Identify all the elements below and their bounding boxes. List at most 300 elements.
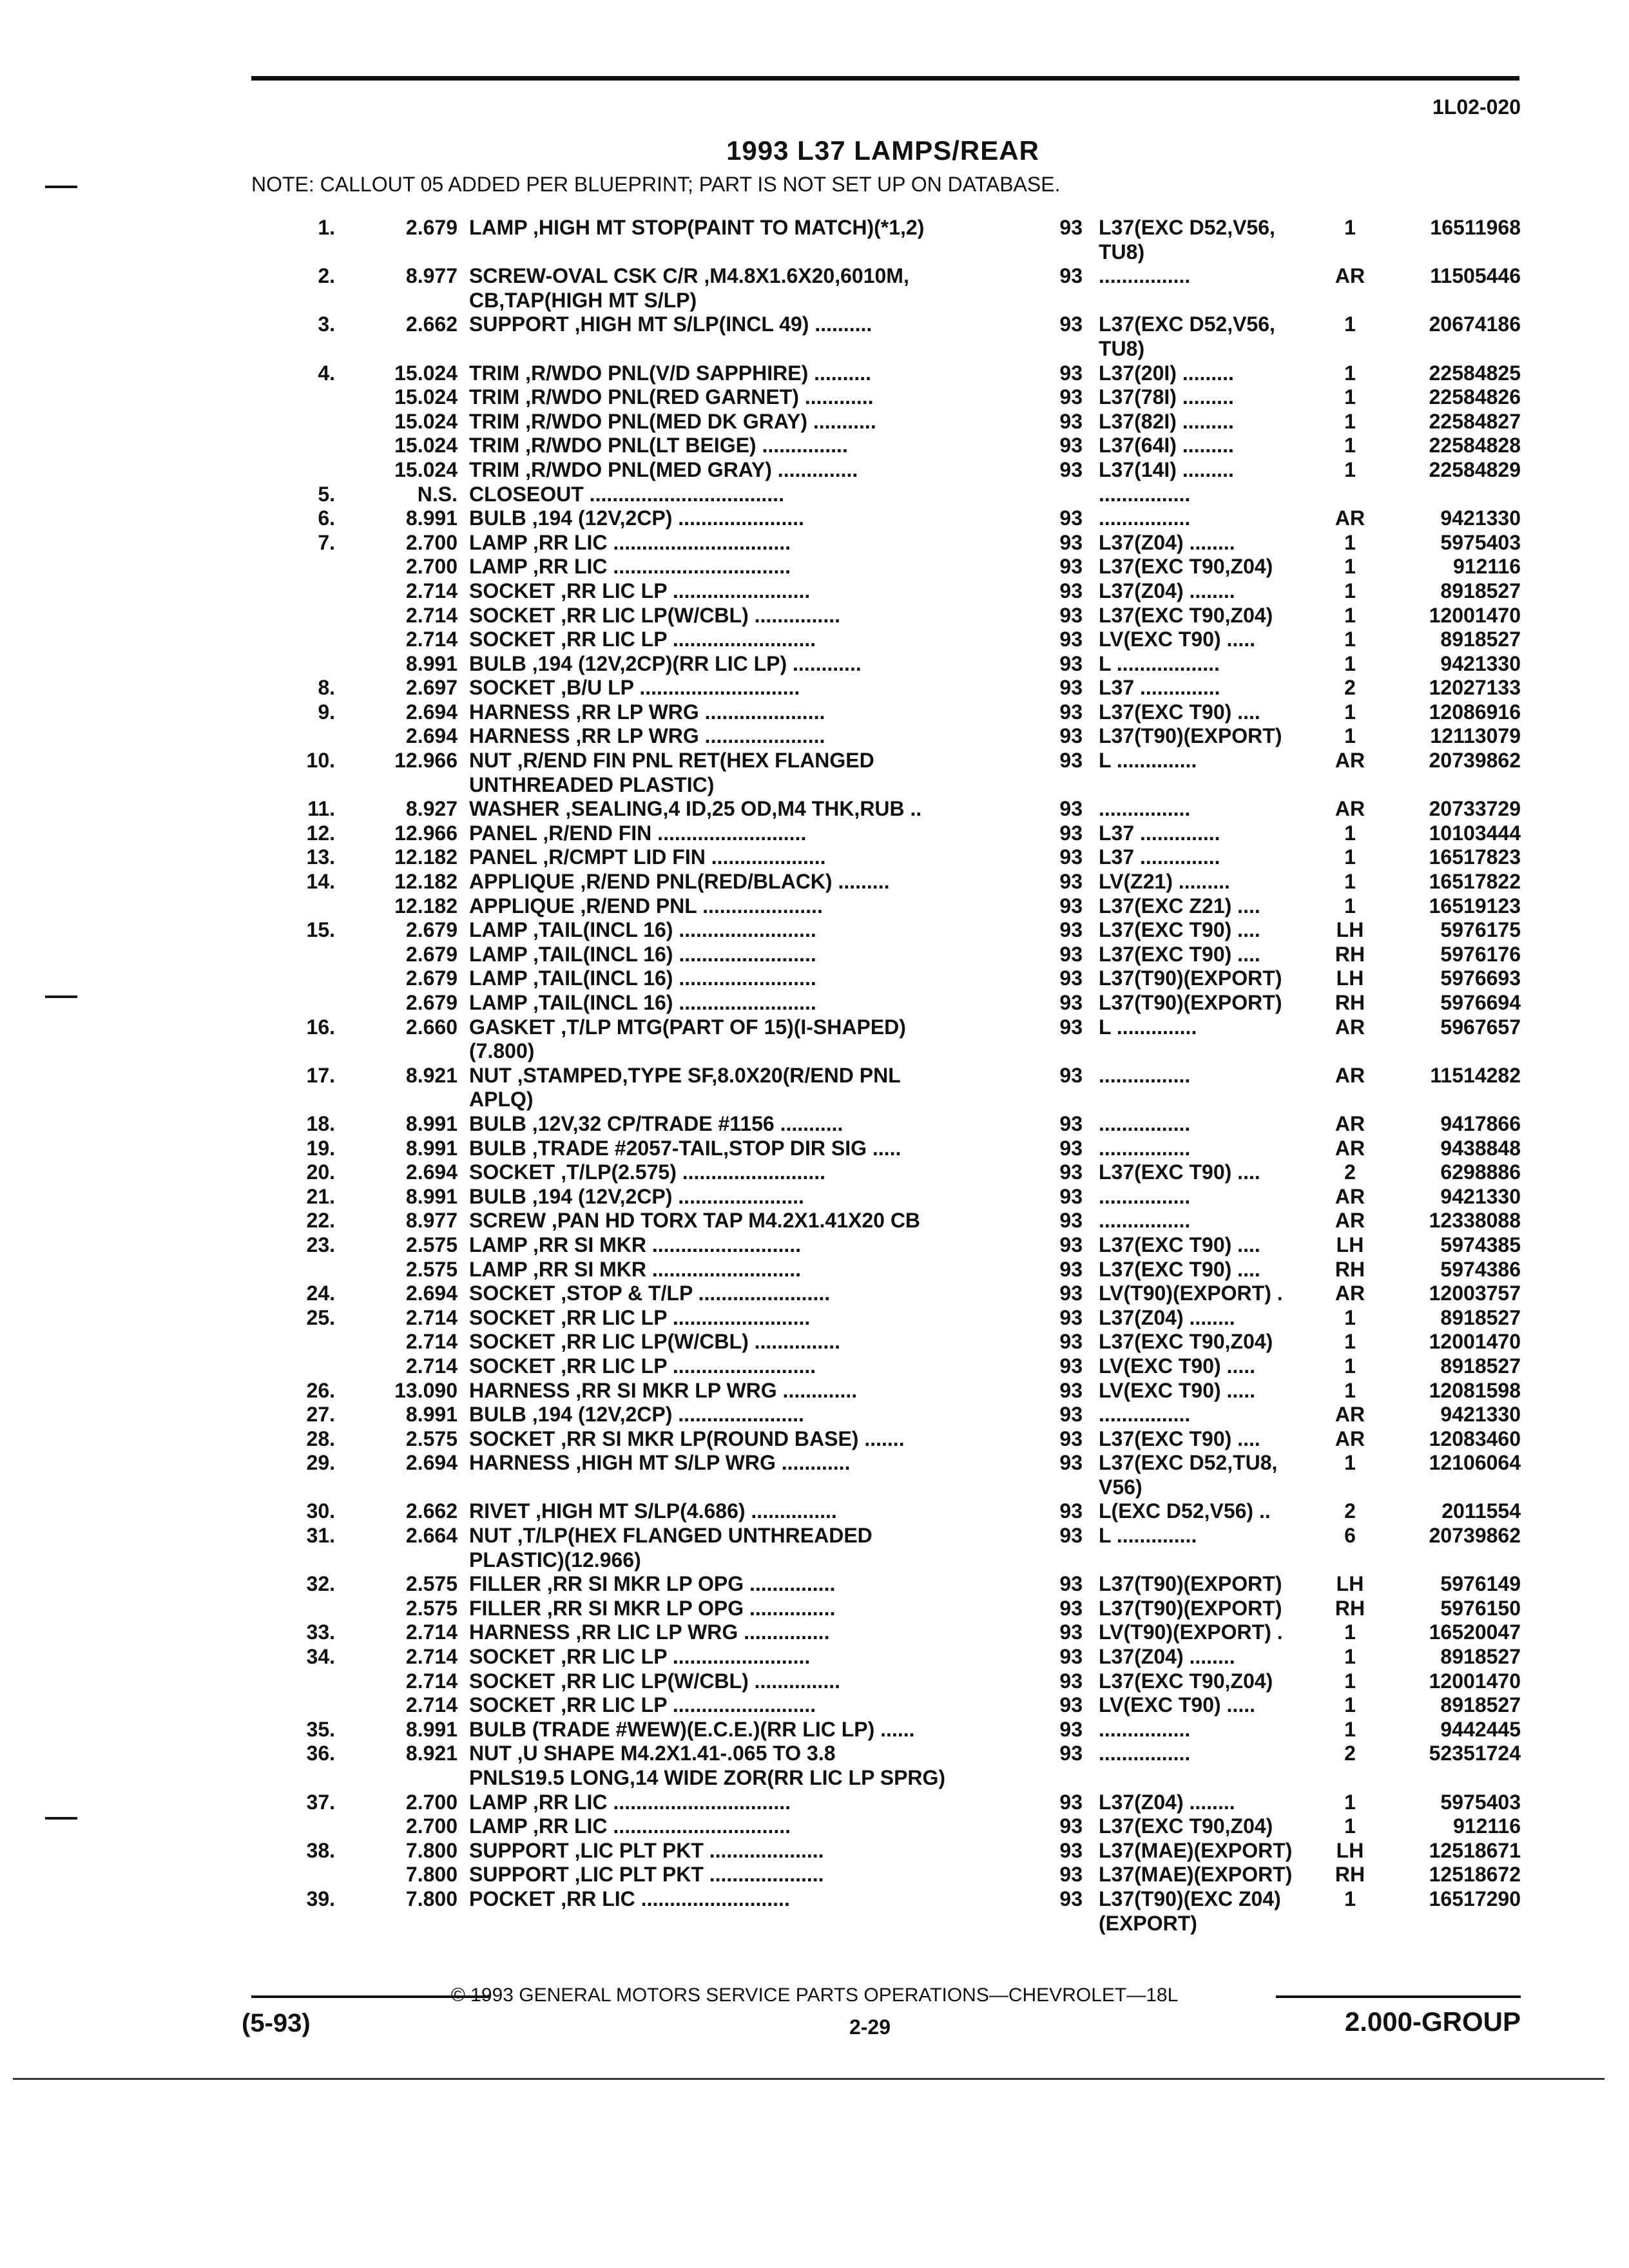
table-row	[0, 628, 1629, 652]
callout-number: 36.	[306, 1742, 335, 1765]
part-description: SOCKET ,RR LIC LP .........................	[469, 628, 816, 651]
part-number: 11505446	[1430, 264, 1521, 288]
model-year: 93	[1059, 1111, 1083, 1135]
application-code: L37(EXC D52,V56,	[1099, 312, 1275, 336]
table-row	[0, 216, 1629, 240]
part-number: 22584828	[1429, 434, 1521, 457]
callout-number: 29.	[306, 1451, 335, 1475]
quantity: AR	[1335, 1015, 1365, 1039]
quantity: 1	[1344, 628, 1356, 651]
quantity: LH	[1336, 1233, 1364, 1256]
part-number: 12001470	[1429, 1669, 1521, 1693]
part-description: PANEL ,R/END FIN ..........................	[469, 821, 807, 845]
model-year: 93	[1059, 1063, 1083, 1087]
application-code: LV(EXC T90) .....	[1099, 628, 1255, 651]
part-description: PANEL ,R/CMPT LID FIN ....................	[469, 845, 826, 869]
illustration-number: 8.977	[405, 1209, 458, 1233]
part-description: LAMP ,TAIL(INCL 16) ........................	[469, 966, 816, 990]
application-code: L ..............	[1099, 1015, 1197, 1039]
part-description: FILLER ,RR SI MKR LP OPG ...............	[469, 1596, 836, 1620]
part-description: APLQ)	[469, 1088, 534, 1111]
model-year: 93	[1059, 676, 1083, 700]
callout-number: 22.	[306, 1209, 335, 1233]
quantity: AR	[1335, 264, 1365, 288]
model-year: 93	[1059, 264, 1083, 288]
quantity: AR	[1335, 749, 1365, 773]
application-code: L37(EXC D52,TU8,	[1099, 1451, 1278, 1475]
illustration-number: 2.694	[405, 700, 458, 724]
illustration-number: 2.714	[405, 1354, 458, 1378]
table-row	[0, 1887, 1629, 1912]
illustration-number: 2.694	[405, 1160, 458, 1184]
illustration-number: 2.664	[405, 1524, 458, 1548]
part-description: FILLER ,RR SI MKR LP OPG ...............	[469, 1572, 836, 1596]
table-row	[0, 1499, 1629, 1524]
model-year: 93	[1059, 603, 1083, 627]
illustration-number: 12.182	[394, 845, 458, 869]
callout-number: 8.	[318, 676, 335, 700]
callout-number: 11.	[307, 797, 335, 821]
binder-mark	[45, 186, 77, 188]
quantity: 6	[1344, 1524, 1356, 1548]
table-row	[0, 531, 1629, 555]
table-row	[0, 1475, 1629, 1500]
part-number: 12083460	[1429, 1427, 1521, 1450]
table-row	[0, 1669, 1629, 1694]
model-year: 93	[1059, 628, 1083, 651]
table-row	[0, 1766, 1629, 1791]
quantity: RH	[1335, 1863, 1365, 1887]
quantity: 1	[1344, 216, 1356, 239]
part-number: 8918527	[1440, 1645, 1521, 1669]
illustration-number: 2.714	[405, 628, 458, 651]
part-description: SOCKET ,RR LIC LP(W/CBL) ...............	[469, 1330, 840, 1354]
part-number: 5976149	[1440, 1572, 1521, 1596]
part-number: 16520047	[1429, 1620, 1521, 1644]
table-row	[0, 991, 1629, 1015]
illustration-number: 2.679	[405, 918, 458, 942]
table-row	[0, 1306, 1629, 1331]
model-year: 93	[1059, 1572, 1083, 1596]
table-row	[0, 652, 1629, 677]
part-number: 912116	[1452, 555, 1521, 579]
quantity: 1	[1344, 724, 1356, 748]
quantity: RH	[1335, 991, 1365, 1014]
table-row	[0, 1427, 1629, 1452]
callout-number: 16.	[306, 1015, 335, 1039]
illustration-number: 8.991	[405, 1111, 458, 1135]
part-number: 22584829	[1429, 457, 1521, 481]
application-code: L37(Z04) ........	[1099, 1790, 1235, 1814]
application-code: L37(64I) .........	[1099, 434, 1234, 457]
illustration-number: 2.700	[405, 530, 458, 554]
illustration-number: 15.024	[394, 385, 458, 409]
callout-number: 27.	[306, 1403, 335, 1427]
table-row	[0, 1209, 1629, 1233]
model-year: 93	[1059, 1451, 1083, 1475]
table-row	[0, 1233, 1629, 1258]
footer-rule-right	[1276, 1995, 1521, 1998]
illustration-number: 15.024	[394, 434, 458, 457]
callout-number: 23.	[306, 1233, 335, 1256]
part-description: SUPPORT ,HIGH MT S/LP(INCL 49) ..........	[469, 312, 872, 336]
model-year: 93	[1059, 651, 1083, 675]
part-number: 9421330	[1440, 1403, 1521, 1427]
part-description: BULB ,194 (12V,2CP) ......................	[469, 1403, 804, 1427]
part-description: BULB ,194 (12V,2CP) ......................	[469, 506, 804, 530]
illustration-number: 8.927	[405, 797, 458, 821]
illustration-number: 8.991	[405, 1184, 458, 1208]
table-row	[0, 1620, 1629, 1645]
footer-copyright: © 1993 GENERAL MOTORS SERVICE PARTS OPERATIONS—CHEVROLET—18L	[450, 1984, 1179, 2006]
quantity: 1	[1344, 555, 1356, 579]
part-number: 12027133	[1429, 676, 1521, 700]
quantity: 1	[1344, 1887, 1356, 1910]
table-row	[0, 1015, 1629, 1040]
part-description: HARNESS ,RR LIC LP WRG ...............	[469, 1620, 830, 1644]
model-year: 93	[1059, 1645, 1083, 1669]
model-year: 93	[1059, 1233, 1083, 1256]
table-row	[0, 385, 1629, 410]
illustration-number: 8.991	[405, 506, 458, 530]
part-number: 9421330	[1440, 506, 1521, 530]
table-row	[0, 337, 1629, 361]
illustration-number: 7.800	[405, 1887, 458, 1910]
application-code: ................	[1099, 797, 1191, 821]
part-description: LAMP ,TAIL(INCL 16) ........................	[469, 942, 816, 966]
application-code: L ..............	[1099, 749, 1197, 773]
quantity: 1	[1344, 1814, 1356, 1838]
table-row	[0, 918, 1629, 943]
model-year: 93	[1059, 1427, 1083, 1450]
application-code: ................	[1099, 482, 1191, 506]
quantity: 2	[1344, 676, 1356, 700]
application-code: L(EXC D52,V56) ..	[1099, 1499, 1271, 1523]
table-row	[0, 289, 1629, 313]
table-row	[0, 1160, 1629, 1185]
part-number: 5975403	[1440, 1790, 1521, 1814]
illustration-number: 2.694	[405, 1282, 458, 1305]
callout-number: 39.	[306, 1887, 335, 1910]
table-row	[0, 724, 1629, 749]
application-code: TU8)	[1099, 336, 1145, 360]
application-code: L37 ..............	[1099, 845, 1220, 869]
model-year: 93	[1059, 1015, 1083, 1039]
part-description: APPLIQUE ,R/END PNL .....................	[469, 894, 823, 918]
part-description: SOCKET ,RR LIC LP ........................	[469, 1305, 811, 1329]
quantity: 1	[1344, 1354, 1356, 1378]
table-row	[0, 1354, 1629, 1379]
application-code: L37(EXC Z21) ....	[1099, 894, 1260, 918]
application-code: ................	[1099, 1063, 1191, 1087]
table-row	[0, 1572, 1629, 1597]
callout-number: 34.	[306, 1645, 335, 1669]
illustration-number: 2.714	[405, 1620, 458, 1644]
part-description: BULB ,12V,32 CP/TRADE #1156 ...........	[469, 1111, 843, 1135]
illustration-number: 12.182	[394, 870, 458, 894]
part-description: TRIM ,R/WDO PNL(LT BEIGE) ...............	[469, 434, 848, 457]
application-code: L37(EXC T90) ....	[1099, 700, 1260, 724]
illustration-number: 2.575	[405, 1427, 458, 1450]
part-number: 12106064	[1429, 1451, 1521, 1475]
part-number: 22584825	[1429, 361, 1521, 385]
part-number: 16517823	[1429, 845, 1521, 869]
application-code: L37(T90)(EXPORT)	[1099, 966, 1282, 990]
table-row	[0, 1548, 1629, 1573]
part-number: 5976694	[1440, 991, 1521, 1014]
application-code: L37(EXC T90) ....	[1099, 942, 1260, 966]
model-year: 93	[1059, 1620, 1083, 1644]
model-year: 93	[1059, 1742, 1083, 1765]
callout-number: 35.	[306, 1717, 335, 1741]
quantity: 1	[1344, 1693, 1356, 1717]
application-code: ................	[1099, 506, 1191, 530]
part-number: 5974386	[1440, 1257, 1521, 1281]
application-code: (EXPORT)	[1099, 1911, 1197, 1935]
illustration-number: 2.714	[405, 603, 458, 627]
application-code: L37(82I) .........	[1099, 409, 1234, 433]
quantity: 1	[1344, 1378, 1356, 1402]
model-year: 93	[1059, 1136, 1083, 1160]
application-code: L37(EXC T90) ....	[1099, 1257, 1260, 1281]
part-description: POCKET ,RR LIC ..........................	[469, 1887, 790, 1910]
table-row	[0, 894, 1629, 919]
application-code: L37(MAE)(EXPORT)	[1099, 1838, 1293, 1862]
part-number: 5976176	[1440, 942, 1521, 966]
application-code: V56)	[1099, 1475, 1142, 1499]
part-number: 9417866	[1440, 1111, 1521, 1135]
application-code: ................	[1099, 1403, 1191, 1427]
model-year: 93	[1059, 1524, 1083, 1548]
quantity: 2	[1344, 1742, 1356, 1765]
part-number: 5974385	[1440, 1233, 1521, 1256]
quantity: RH	[1335, 1257, 1365, 1281]
part-number: 52351724	[1429, 1742, 1521, 1765]
part-number: 20674186	[1429, 312, 1521, 336]
illustration-number: 2.694	[405, 724, 458, 748]
quantity: 1	[1344, 700, 1356, 724]
part-description: BULB ,194 (12V,2CP)(RR LIC LP) ............	[469, 651, 862, 675]
table-row	[0, 1597, 1629, 1621]
application-code: ................	[1099, 1184, 1191, 1208]
model-year: 93	[1059, 1160, 1083, 1184]
illustration-number: 8.991	[405, 651, 458, 675]
model-year: 93	[1059, 579, 1083, 602]
application-code: L37(MAE)(EXPORT)	[1099, 1863, 1293, 1887]
quantity: 1	[1344, 870, 1356, 894]
part-description: SCREW-OVAL CSK C/R ,M4.8X1.6X20,6010M,	[469, 264, 909, 288]
model-year: 93	[1059, 506, 1083, 530]
illustration-number: 8.977	[405, 264, 458, 288]
parts-table	[0, 216, 1629, 1936]
table-row	[0, 506, 1629, 531]
callout-number: 19.	[306, 1136, 335, 1160]
part-number: 6298886	[1440, 1160, 1521, 1184]
model-year: 93	[1059, 1717, 1083, 1741]
model-year: 93	[1059, 1814, 1083, 1838]
part-description: PLASTIC)(12.966)	[469, 1548, 641, 1571]
illustration-number: 13.090	[394, 1378, 458, 1402]
callout-number: 10.	[306, 749, 335, 773]
footer-group: 2.000-GROUP	[1344, 2006, 1521, 2037]
part-description: CLOSEOUT ..................................	[469, 482, 784, 506]
part-number: 9421330	[1440, 651, 1521, 675]
application-code: L37(Z04) ........	[1099, 579, 1235, 602]
part-number: 5975403	[1440, 530, 1521, 554]
callout-number: 15.	[306, 918, 335, 942]
application-code: L37(EXC T90,Z04)	[1099, 1814, 1273, 1838]
part-description: SOCKET ,STOP & T/LP .......................	[469, 1282, 831, 1305]
part-description: HARNESS ,HIGH MT S/LP WRG ............	[469, 1451, 851, 1475]
part-number: 5967657	[1440, 1015, 1521, 1039]
part-number: 8918527	[1440, 1354, 1521, 1378]
model-year: 93	[1059, 1838, 1083, 1862]
table-row	[0, 312, 1629, 337]
illustration-number: 2.697	[405, 676, 458, 700]
quantity: 1	[1344, 312, 1356, 336]
quantity: AR	[1335, 506, 1365, 530]
callout-number: 21.	[306, 1184, 335, 1208]
quantity: LH	[1336, 966, 1364, 990]
model-year: 93	[1059, 1184, 1083, 1208]
illustration-number: 2.679	[405, 966, 458, 990]
illustration-number: 15.024	[394, 361, 458, 385]
table-row	[0, 1814, 1629, 1839]
model-year: 93	[1059, 457, 1083, 481]
quantity: 1	[1344, 821, 1356, 845]
quantity: RH	[1335, 1596, 1365, 1620]
part-description: LAMP ,TAIL(INCL 16) ........................	[469, 918, 816, 942]
table-row	[0, 1742, 1629, 1766]
part-description: RIVET ,HIGH MT S/LP(4.686) ...............	[469, 1499, 837, 1523]
callout-number: 18.	[306, 1111, 335, 1135]
part-number: 16517290	[1429, 1887, 1521, 1910]
part-description: LAMP ,RR LIC ...............................	[469, 1814, 791, 1838]
table-row	[0, 1088, 1629, 1112]
application-code: L37(T90)(EXPORT)	[1099, 724, 1282, 748]
part-number: 20733729	[1429, 797, 1521, 821]
part-description: TRIM ,R/WDO PNL(V/D SAPPHIRE) ..........	[469, 361, 872, 385]
application-code: L37(T90)(EXPORT)	[1099, 1596, 1282, 1620]
quantity: 1	[1344, 457, 1356, 481]
callout-number: 24.	[306, 1282, 335, 1305]
quantity: 1	[1344, 894, 1356, 918]
callout-number: 33.	[306, 1620, 335, 1644]
quantity: 1	[1344, 651, 1356, 675]
callout-number: 31.	[306, 1524, 335, 1548]
part-description: UNTHREADED PLASTIC)	[469, 773, 715, 796]
quantity: AR	[1335, 1403, 1365, 1427]
quantity: AR	[1335, 1063, 1365, 1087]
illustration-number: 2.714	[405, 1305, 458, 1329]
part-description: HARNESS ,RR SI MKR LP WRG .............	[469, 1378, 858, 1402]
callout-number: 28.	[306, 1427, 335, 1450]
part-number: 12001470	[1429, 1330, 1521, 1354]
quantity: 2	[1344, 1499, 1356, 1523]
table-row	[0, 1693, 1629, 1718]
table-row	[0, 361, 1629, 386]
table-row	[0, 822, 1629, 846]
quantity: 1	[1344, 1451, 1356, 1475]
illustration-number: 12.966	[394, 749, 458, 773]
part-description: LAMP ,RR LIC ...............................	[469, 555, 791, 579]
part-description: NUT ,R/END FIN PNL RET(HEX FLANGED	[469, 749, 874, 773]
quantity: 1	[1344, 361, 1356, 385]
illustration-number: N.S.	[417, 482, 458, 506]
table-row	[0, 1112, 1629, 1137]
table-row	[0, 1403, 1629, 1427]
part-number: 2011554	[1441, 1499, 1521, 1523]
illustration-number: 2.575	[405, 1233, 458, 1256]
illustration-number: 2.714	[405, 579, 458, 602]
part-description: CB,TAP(HIGH MT S/LP)	[469, 288, 697, 312]
table-row	[0, 1379, 1629, 1403]
table-row	[0, 1451, 1629, 1475]
model-year: 93	[1059, 312, 1083, 336]
table-row	[0, 773, 1629, 798]
application-code: LV(EXC T90) .....	[1099, 1378, 1255, 1402]
callout-number: 38.	[306, 1838, 335, 1862]
model-year: 93	[1059, 1790, 1083, 1814]
part-number: 8918527	[1440, 1305, 1521, 1329]
quantity: AR	[1335, 1111, 1365, 1135]
callout-number: 14.	[306, 870, 335, 894]
part-description: TRIM ,R/WDO PNL(MED DK GRAY) ...........	[469, 409, 876, 433]
application-code: L37 ..............	[1099, 821, 1220, 845]
model-year: 93	[1059, 1669, 1083, 1693]
part-number: 5976175	[1440, 918, 1521, 942]
model-year: 93	[1059, 1209, 1083, 1233]
illustration-number: 12.182	[394, 894, 458, 918]
part-number: 8918527	[1440, 579, 1521, 602]
callout-number: 3.	[318, 312, 335, 336]
part-description: LAMP ,RR LIC ...............................	[469, 530, 791, 554]
model-year: 93	[1059, 216, 1083, 239]
part-number: 12086916	[1429, 700, 1521, 724]
illustration-number: 2.714	[405, 1669, 458, 1693]
quantity: 1	[1344, 1669, 1356, 1693]
application-code: L37(Z04) ........	[1099, 1305, 1235, 1329]
model-year: 93	[1059, 966, 1083, 990]
quantity: 1	[1344, 845, 1356, 869]
model-year: 93	[1059, 530, 1083, 554]
part-description: NUT ,U SHAPE M4.2X1.41-.065 TO 3.8	[469, 1742, 836, 1765]
model-year: 93	[1059, 1257, 1083, 1281]
part-description: TRIM ,R/WDO PNL(RED GARNET) ............	[469, 385, 874, 409]
table-row	[0, 458, 1629, 483]
part-description: SOCKET ,RR LIC LP ........................	[469, 1645, 811, 1669]
part-description: TRIM ,R/WDO PNL(MED GRAY) ..............	[469, 457, 858, 481]
quantity: AR	[1335, 1136, 1365, 1160]
quantity: 1	[1344, 603, 1356, 627]
table-row	[0, 579, 1629, 604]
illustration-number: 15.024	[394, 409, 458, 433]
illustration-number: 2.575	[405, 1572, 458, 1596]
illustration-number: 2.714	[405, 1330, 458, 1354]
application-code: L37(EXC T90) ....	[1099, 918, 1260, 942]
part-number: 20739862	[1429, 1524, 1521, 1548]
table-row	[0, 555, 1629, 579]
quantity: 1	[1344, 385, 1356, 409]
application-code: L37(EXC D52,V56,	[1099, 216, 1275, 239]
part-number: 12338088	[1429, 1209, 1521, 1233]
application-code: L37(EXC T90,Z04)	[1099, 1669, 1273, 1693]
illustration-number: 2.679	[405, 991, 458, 1014]
part-number: 12113079	[1430, 724, 1521, 748]
table-row	[0, 966, 1629, 991]
application-code: L37(T90)(EXC Z04)	[1099, 1887, 1281, 1910]
callout-number: 20.	[306, 1160, 335, 1184]
